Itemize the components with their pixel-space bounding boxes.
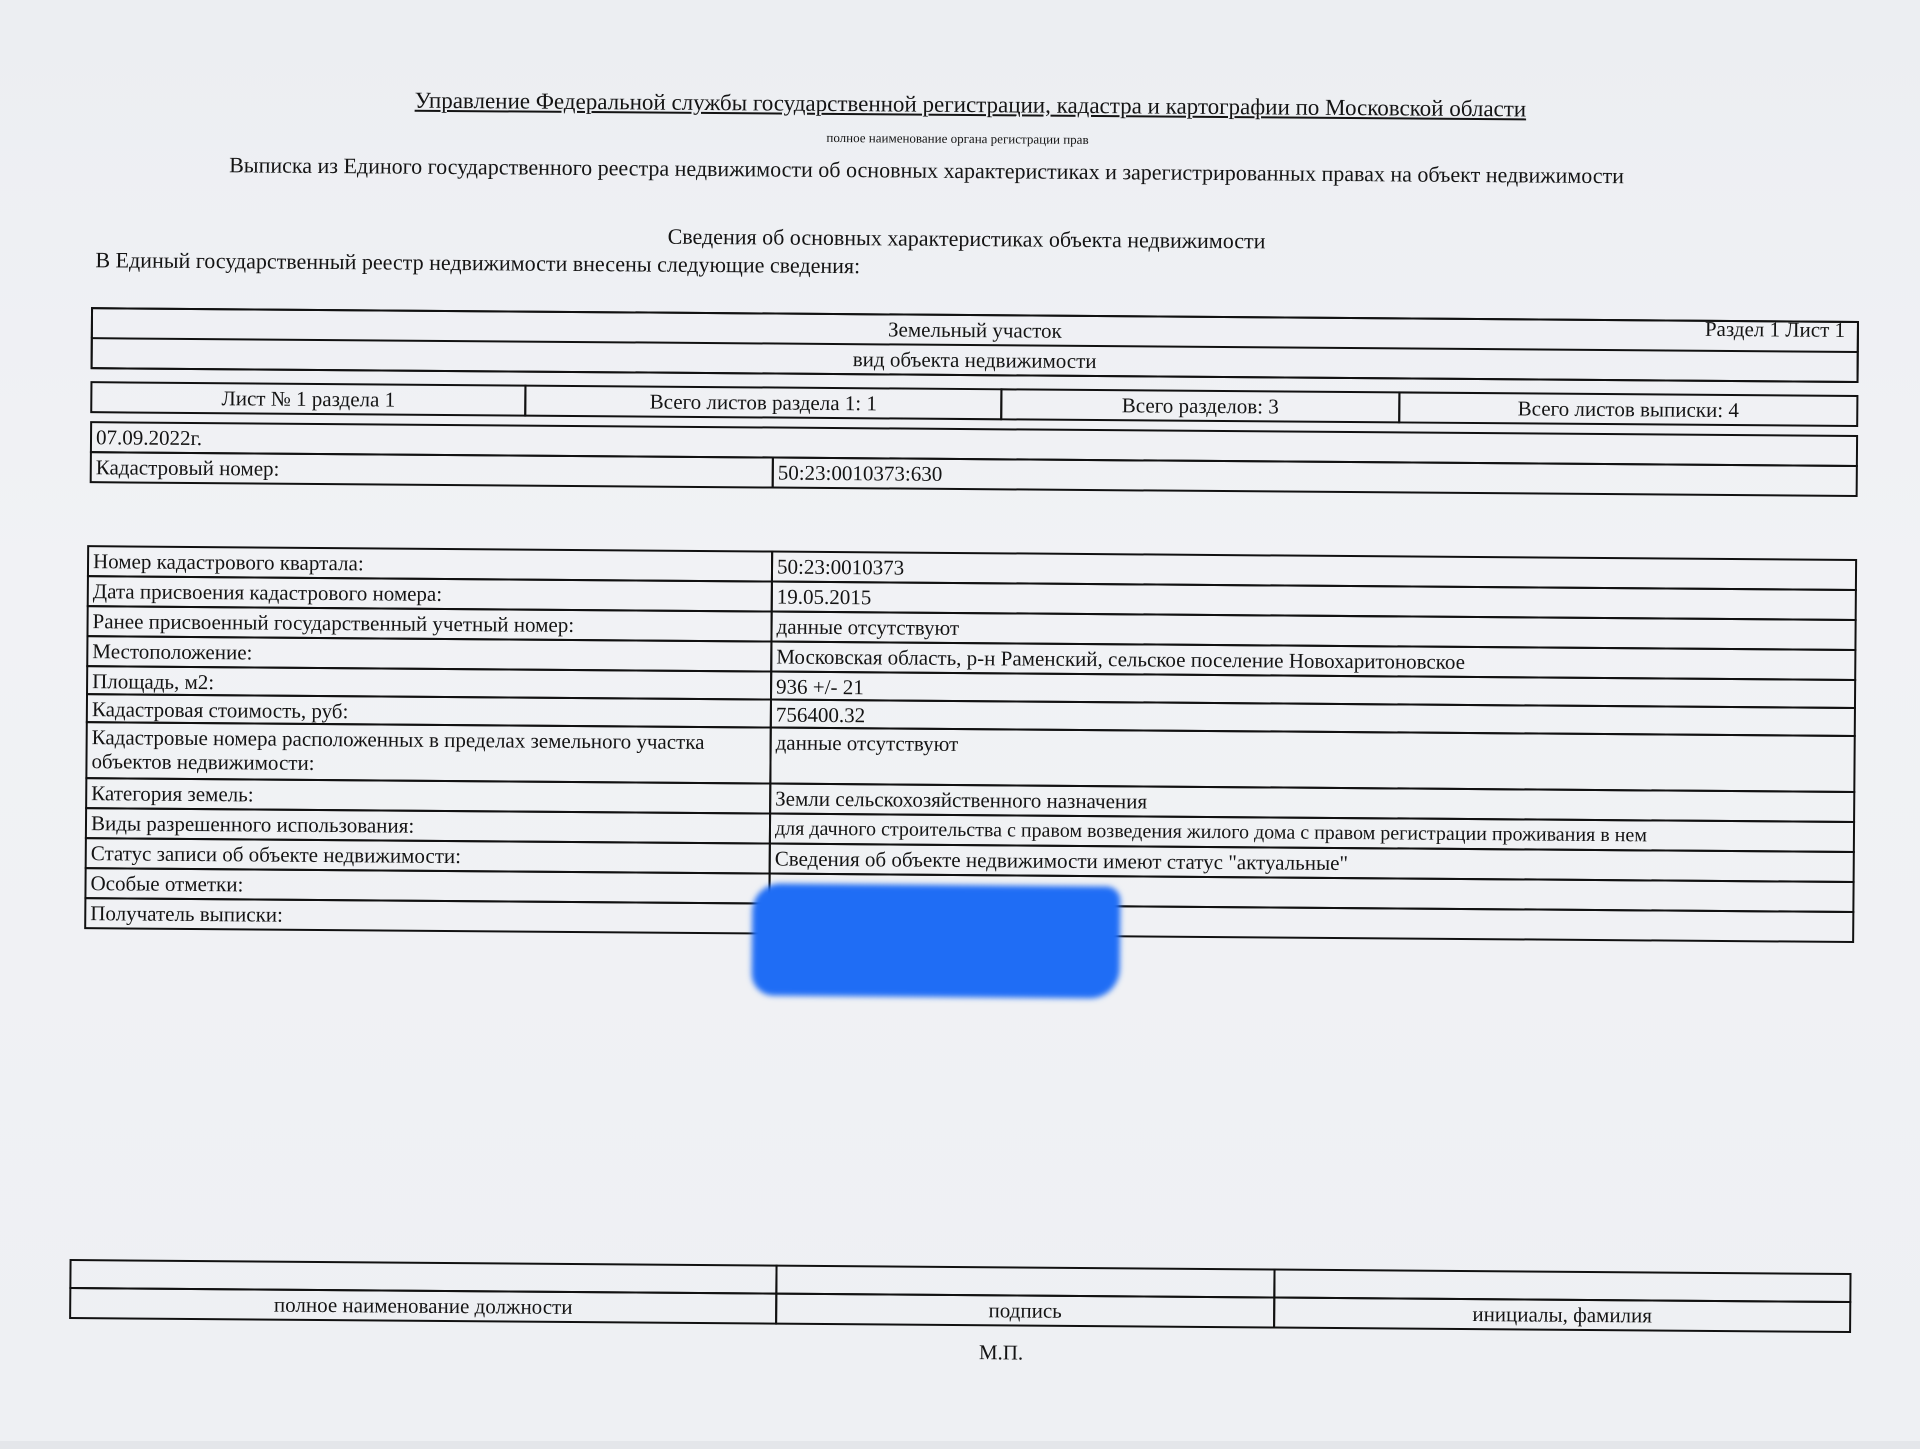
row-value: для дачного строительства с правом возведения жилого дома с правом регистрации проживания в нем — [769, 813, 1855, 854]
name-caption: инициалы, фамилия — [1273, 1296, 1851, 1333]
row-label: Дата присвоения кадастрового номера: — [87, 575, 773, 612]
row-value: Сведения об объекте недвижимости имеют статус "актуальные" — [769, 843, 1855, 884]
row-value: 756400.32 — [770, 699, 1856, 738]
row-value: 19.05.2015 — [771, 581, 1857, 622]
agency-name: Управление Федеральной службы государственной регистрации, кадастра и картографии по Московской области — [414, 87, 1527, 122]
row-label: Кадастровая стоимость, руб: — [86, 693, 772, 728]
row-label: Получатель выписки: — [84, 897, 770, 934]
object-type: Земельный участок — [91, 307, 1859, 352]
stamp-placeholder: М.П. — [978, 1340, 1024, 1365]
object-type-caption: вид объекта недвижимости — [91, 337, 1859, 383]
cadastral-label: Кадастровый номер: — [90, 451, 774, 488]
total-sheets-section: Всего листов раздела 1: 1 — [524, 385, 1002, 421]
redaction-mark — [752, 883, 1121, 998]
row-label: Статус записи об объекте недвижимости: — [85, 837, 771, 874]
sheet-number: Лист № 1 раздела 1 — [90, 381, 526, 416]
document-title: Выписка из Единого государственного реестра недвижимости об основных характеристиках и зарегистрированных правах на объект недвижимости — [229, 152, 1625, 189]
signature-caption: подпись — [775, 1293, 1275, 1329]
row-label: Ранее присвоенный государственный учетный номер: — [86, 605, 772, 642]
total-sections: Всего разделов: 3 — [1000, 388, 1400, 423]
row-label: Категория земель: — [85, 777, 771, 814]
position-caption: полное наименование должности — [69, 1287, 777, 1325]
row-value: Московская область, р-н Раменский, сельское поселение Новохаритоновское — [770, 641, 1856, 682]
row-label: Местоположение: — [86, 635, 772, 672]
row-value: данные отсутствуют — [769, 727, 1855, 794]
row-value: 936 +/- 21 — [770, 671, 1856, 710]
row-label: Особые отметки: — [84, 867, 770, 904]
row-label: Виды разрешенного использования: — [85, 807, 771, 844]
section-title: Сведения об основных характеристиках объекта недвижимости — [667, 223, 1266, 254]
row-label: Площадь, м2: — [86, 665, 772, 700]
cadastral-number: 50:23:0010373:630 — [772, 457, 1858, 498]
sheet-label: Раздел 1 Лист 1 — [1704, 316, 1846, 342]
extract-date: 07.09.2022г. — [90, 421, 1858, 467]
total-sheets: Всего листов выписки: 4 — [1398, 391, 1858, 427]
intro-text: В Единый государственный реестр недвижимости внесены следующие сведения: — [95, 247, 861, 279]
row-label: Кадастровые номера расположенных в пределах земельного участка объектов недвижимости: — [85, 721, 771, 784]
row-label: Номер кадастрового квартала: — [87, 545, 773, 582]
agency-caption: полное наименование органа регистрации прав — [826, 129, 1089, 147]
row-value: 50:23:0010373 — [771, 551, 1857, 592]
row-value: данные отсутствуют — [770, 611, 1856, 652]
row-value: Земли сельскохозяйственного назначения — [769, 783, 1855, 824]
